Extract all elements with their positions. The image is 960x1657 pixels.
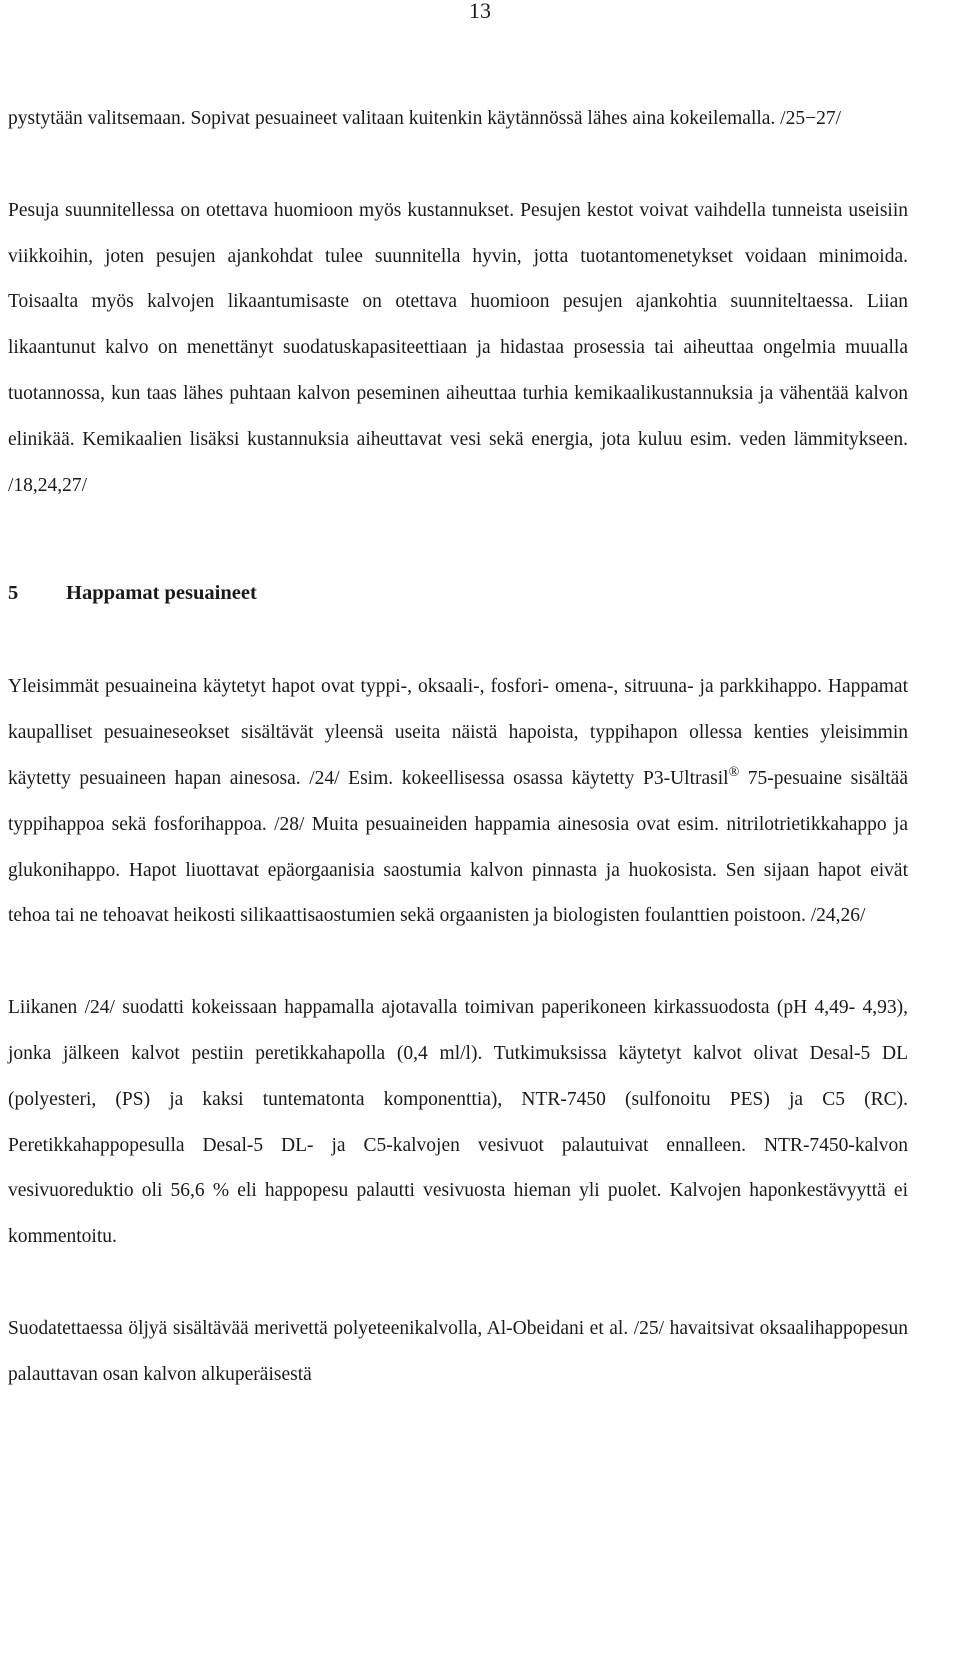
page-content xyxy=(8,96,908,1398)
section-title: Happamat pesuaineet xyxy=(66,582,257,605)
page-number: 13 xyxy=(469,0,491,23)
paragraph-hapot-text-2: 75-pesuaine sisältää typpihappoa sekä fosforihappoa. /28/ Muita pesuaineiden happamia ainesosia ovat esim. nitrilotrietikkahappo ja glukonihappo. Hapot liuottavat epäorgaanisia saostumia kalvon pinnasta ja huokosista. Sen sijaan hapot eivät tehoa tai ne tehoavat heikosti silikaattisaostumien sekä orgaanisten ja biologisten foulanttien poistoon. /24,26/ xyxy=(8,767,908,927)
section-number: 5 xyxy=(8,582,19,605)
paragraph-valitsemaan: pystytään valitsemaan. Sopivat pesuaineet valitaan kuitenkin käytännössä lähes aina kokeilemalla. /25−27/ xyxy=(8,108,842,129)
paragraph-al-obeidani: Suodatettaessa öljyä sisältävää merivettä polyeteenikalvolla, Al-Obeidani et al. /25/ havaitsivat oksaalihappopesun palauttavan osan kalvon alkuperäisestä xyxy=(8,1317,908,1385)
paragraph-hapot-text-1: Yleisimmät pesuaineina käytetyt hapot ovat typpi-, oksaali-, fosfori- omena-, sitruuna- ja parkkihappo. Happamat kaupalliset pesuaineseokset sisältävät yleensä useita näistä hapoista, typpihapon ollessa kenties yleisimmin käytetty pesuaineen hapan ainesosa. /24/ Esim. kokeellisessa osassa käytetty P3-Ultrasil xyxy=(8,676,908,789)
section-heading xyxy=(8,570,908,616)
paragraph-hapot xyxy=(8,664,908,939)
paragraph-liikanen: Liikanen /24/ suodatti kokeissaan happamalla ajotavalla toimivan paperikoneen kirkassuodosta (pH 4,49- 4,93), jonka jälkeen kalvot pestiin peretikkahapolla (0,4 ml/l). Tutkimuksissa käytetyt kalvot olivat Desal-5 DL (polyesteri, (PS) ja kaksi tuntematonta komponenttia), NTR-7450 (sulfonoitu PES) ja C5 (RC). Peretikkahappopesulla Desal-5 DL- ja C5-kalvojen vesivuot palautuivat ennalleen. NTR-7450-kalvon vesivuoreduktio oli 56,6 % eli happopesu palautti vesivuosta hieman yli puolet. Kalvojen haponkestävyyttä ei kommentoitu. xyxy=(8,997,908,1248)
registered-mark: ® xyxy=(728,764,740,780)
paragraph-kustannukset: Pesuja suunnitellessa on otettava huomioon myös kustannukset. Pesujen kestot voivat vaihdella tunneista useisiin viikkoihin, joten pesujen ajankohdat tulee suunnitella hyvin, jotta tuotantomenetykset voidaan minimoida. Toisaalta myös kalvojen likaantumisaste on otettava huomioon pesujen ajankohtia suunniteltaessa. Liian likaantunut kalvo on menettänyt suodatuskapasiteettiaan ja hidastaa prosessia tai aiheuttaa ongelmia muualla tuotannossa, kun taas lähes puhtaan kalvon peseminen aiheuttaa turhia kemikaalikustannuksia ja vähentää kalvon elinikää. Kemikaalien lisäksi kustannuksia aiheuttavat vesi sekä energia, jota kuluu esim. veden lämmitykseen. /18,24,27/ xyxy=(8,199,908,496)
